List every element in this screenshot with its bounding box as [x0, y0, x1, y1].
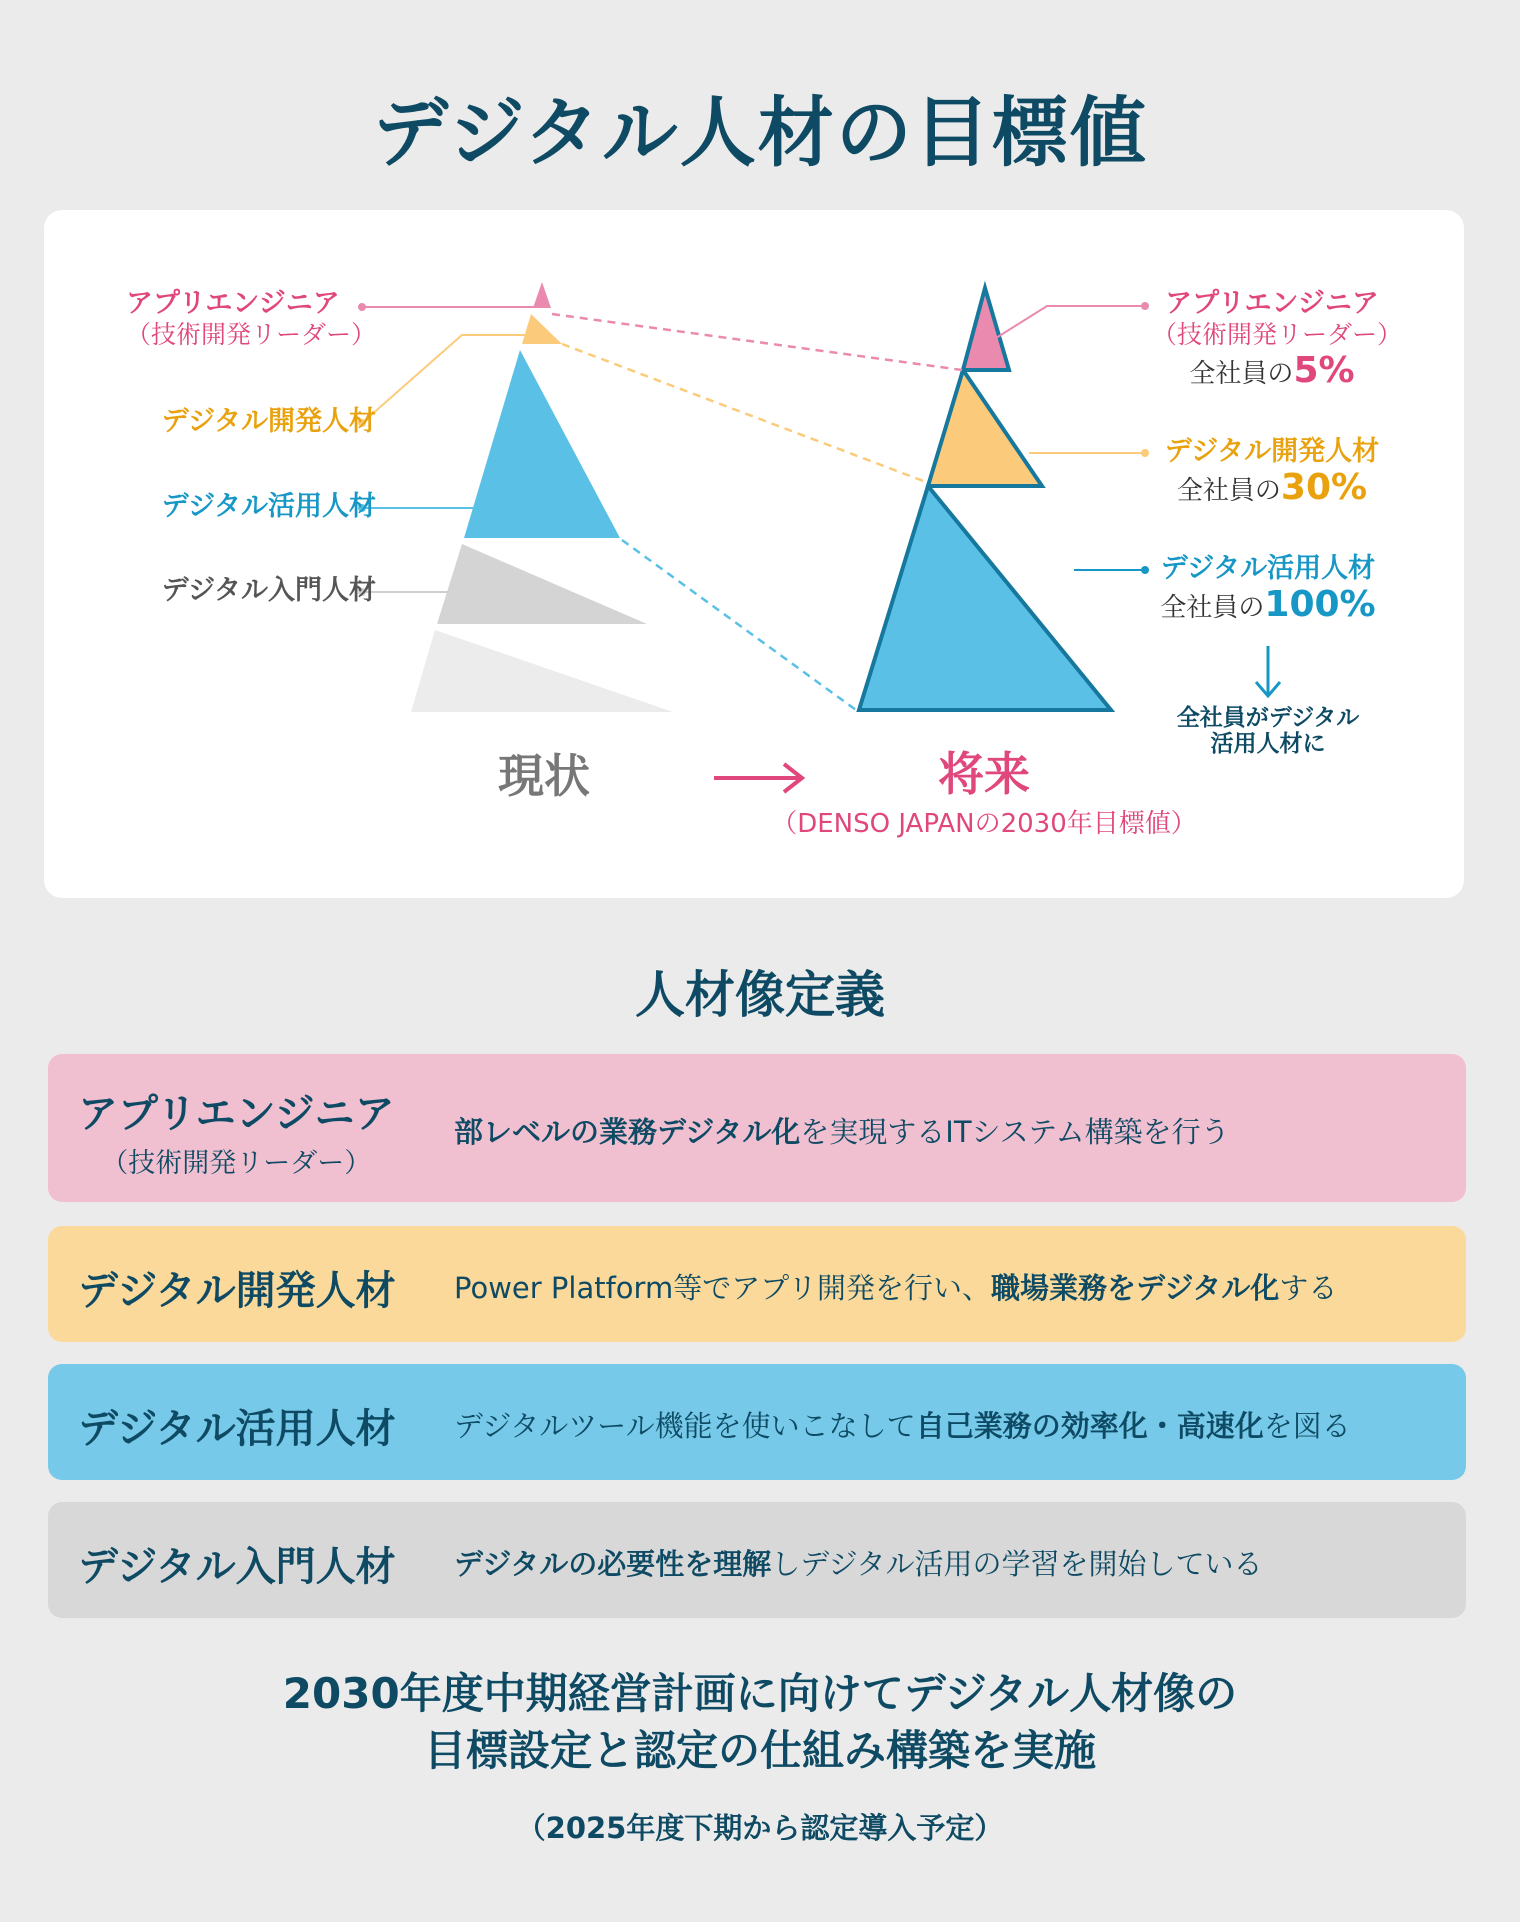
future-layer-app-engineer — [963, 288, 1009, 370]
future-caption: 将来 — [938, 747, 1030, 801]
pyramid-diagram-panel — [44, 210, 1464, 898]
current-layer-app-engineer — [533, 282, 551, 308]
footer-message: 2030年度中期経営計画に向けてデジタル人材像の 目標設定と認定の仕組み構築を実施 — [282, 1669, 1238, 1775]
connector-use — [622, 540, 856, 710]
definition-row-app-engineer — [48, 1054, 1466, 1202]
future-label-dev: デジタル開発人材 全社員の30% — [1164, 436, 1380, 509]
current-label-intro: デジタル入門人材 — [161, 575, 376, 606]
definition-name: アプリエンジニア （技術開発リーダー） — [78, 1091, 395, 1179]
definition-row-dev — [48, 1226, 1466, 1342]
definition-desc: デジタルの必要性を理解しデジタル活用の学習を開始している — [454, 1547, 1263, 1581]
future-label-app-engineer: アプリエンジニア （技術開発リーダー） 全社員の5% — [1152, 288, 1403, 392]
definitions-title: 人材像定義 — [635, 966, 885, 1024]
definition-desc: Power Platform等でアプリ開発を行い、職場業務をデジタル化する — [454, 1271, 1338, 1305]
definition-desc: デジタルツール機能を使いこなして自己業務の効率化・高速化を図る — [454, 1409, 1351, 1443]
definition-row-use — [48, 1364, 1466, 1480]
future-note: （DENSO JAPANの2030年目標値） — [771, 809, 1197, 839]
connector-dev — [562, 344, 926, 482]
connector-app-engineer — [552, 314, 962, 370]
future-layer-use — [859, 486, 1111, 710]
future-label-use: デジタル活用人材 全社員の100% — [1160, 553, 1376, 626]
current-label-dev: デジタル開発人材 — [161, 406, 376, 437]
footer-note: （2025年度下期から認定導入予定） — [516, 1811, 1004, 1845]
conclusion-text: 全社員がデジタル 活用人材に — [1176, 705, 1360, 758]
definition-desc: 部レベルの業務デジタル化を実現するITシステム構築を行う — [454, 1115, 1230, 1149]
current-label-app-engineer: アプリエンジニア （技術開発リーダー） — [125, 288, 376, 350]
future-layer-dev — [928, 370, 1042, 486]
current-caption: 現状 — [498, 749, 590, 803]
definition-name: デジタル開発人材 — [78, 1268, 396, 1314]
current-layer-dev — [522, 314, 562, 344]
definition-name: デジタル入門人材 — [78, 1544, 396, 1590]
page-title: デジタル人材の目標値 — [372, 88, 1148, 177]
current-layer-base — [411, 630, 673, 712]
current-layer-intro — [437, 544, 647, 624]
current-layer-use — [464, 350, 620, 538]
current-label-use: デジタル活用人材 — [161, 491, 376, 522]
definition-row-intro — [48, 1502, 1466, 1618]
definition-name: デジタル活用人材 — [78, 1406, 396, 1452]
